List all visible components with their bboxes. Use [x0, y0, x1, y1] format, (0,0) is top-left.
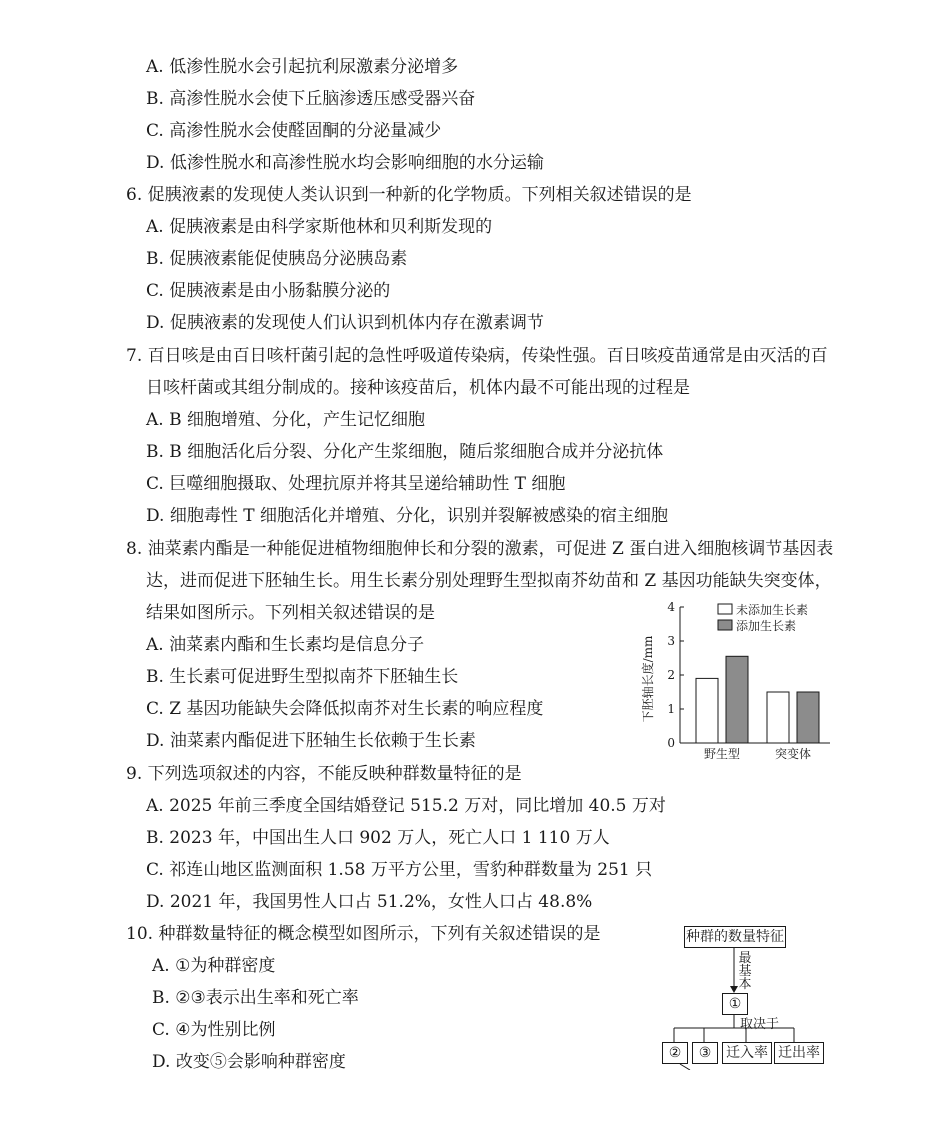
q5-option-b: B. 高渗性脱水会使下丘脑渗透压感受器兴奋 [146, 89, 476, 109]
q9-option-c: C. 祁连山地区监测面积 1.58 万平方公里，雪豹种群数量为 251 只 [146, 860, 653, 880]
y-tick-label-3: 3 [667, 634, 675, 648]
population-characteristics-box: 种群的数量特征 [684, 926, 786, 948]
bar-wildtype-no-auxin [696, 678, 718, 743]
legend-label-auxin: 添加生长素 [736, 619, 797, 633]
legend-swatch-auxin [718, 620, 732, 630]
q10-option-b: B. ②③表示出生率和死亡率 [152, 988, 359, 1008]
q9-option-d: D. 2021 年，我国男性人口占 51.2%，女性人口占 48.8% [146, 892, 593, 912]
q7-option-b: B. B 细胞活化后分裂、分化产生浆细胞，随后浆细胞合成并分泌抗体 [146, 442, 664, 462]
hypocotyl-bar-chart [636, 596, 846, 766]
y-tick-label-4: 4 [667, 600, 675, 614]
legend-label-no-auxin: 未添加生长素 [736, 603, 809, 617]
q10-stem: 10. 种群数量特征的概念模型如图所示，下列有关叙述错误的是 [126, 924, 601, 944]
q10-option-c: C. ④为性别比例 [152, 1020, 276, 1040]
q7-option-d: D. 细胞毒性 T 细胞活化并增殖、分化，识别并裂解被感染的宿主细胞 [146, 506, 668, 526]
q8-stem-line1: 8. 油菜素内酯是一种能促进植物细胞伸长和分裂的激素，可促进 Z 蛋白进入细胞核调节基因表 [126, 539, 834, 559]
q7-stem-line1: 7. 百日咳是由百日咳杆菌引起的急性呼吸道传染病，传染性强。百日咳疫苗通常是由灭活的百 [126, 346, 828, 366]
q5-option-a: A. 低渗性脱水会引起抗利尿激素分泌增多 [146, 57, 459, 77]
q6-option-c: C. 促胰液素是由小肠黏膜分泌的 [146, 281, 391, 301]
q8-option-d: D. 油菜素内酯促进下胚轴生长依赖于生长素 [146, 731, 476, 751]
q5-option-c: C. 高渗性脱水会使醛固酮的分泌量减少 [146, 121, 442, 141]
node-2: ② [662, 1042, 688, 1064]
node-1: ① [722, 993, 748, 1015]
bar-mutant-auxin [797, 692, 819, 743]
q9-option-b: B. 2023 年，中国出生人口 902 万人，死亡人口 1 110 万人 [146, 828, 610, 848]
q6-option-a: A. 促胰液素是由科学家斯他林和贝利斯发现的 [146, 217, 493, 237]
q9-stem: 9. 下列选项叙述的内容，不能反映种群数量特征的是 [126, 764, 522, 784]
node-3: ③ [692, 1042, 718, 1064]
y-axis-label: 下胚轴长度/mm [641, 635, 655, 723]
q6-option-b: B. 促胰液素能促使胰岛分泌胰岛素 [146, 249, 408, 269]
q8-option-b: B. 生长素可促进野生型拟南芥下胚轴生长 [146, 667, 459, 687]
q5-option-d: D. 低渗性脱水和高渗性脱水均会影响细胞的水分运输 [146, 153, 544, 173]
q8-option-c: C. Z 基因功能缺失会降低拟南芥对生长素的响应程度 [146, 699, 544, 719]
population-concept-diagram [660, 920, 840, 1070]
immigration-rate-box: 迁入率 [722, 1042, 772, 1064]
q10-option-d: D. 改变⑤会影响种群密度 [152, 1052, 346, 1072]
q7-option-a: A. B 细胞增殖、分化，产生记忆细胞 [146, 410, 425, 430]
y-tick-label-2: 2 [667, 668, 675, 682]
emigration-rate-box: 迁出率 [774, 1042, 824, 1064]
q9-option-a: A. 2025 年前三季度全国结婚登记 515.2 万对，同比增加 40.5 万对 [146, 796, 666, 816]
q7-stem-line2: 日咳杆菌或其组分制成的。接种该疫苗后，机体内最不可能出现的过程是 [146, 378, 690, 398]
depends-on-label: 取决于 [740, 1017, 780, 1032]
q6-stem: 6. 促胰液素的发现使人类认识到一种新的化学物质。下列相关叙述错误的是 [126, 185, 692, 205]
legend-swatch-no-auxin [718, 604, 732, 614]
y-tick-label-0: 0 [667, 736, 675, 750]
q7-option-c: C. 巨噬细胞摄取、处理抗原并将其呈递给辅助性 T 细胞 [146, 474, 566, 494]
q8-stem-line2: 达，进而促进下胚轴生长。用生长素分别处理野生型拟南芥幼苗和 Z 基因功能缺失突变体， [146, 571, 832, 591]
x-category-label-mutant: 突变体 [774, 747, 812, 761]
q6-option-d: D. 促胰液素的发现使人们认识到机体内存在激素调节 [146, 313, 544, 333]
q8-stem-line3: 结果如图所示。下列相关叙述错误的是 [146, 603, 435, 623]
most-basic-label: 最基本 [738, 951, 752, 992]
bar-wildtype-auxin [726, 656, 748, 743]
y-tick-label-1: 1 [667, 702, 675, 716]
q8-option-a: A. 油菜素内酯和生长素均是信息分子 [146, 635, 425, 655]
bar-mutant-no-auxin [767, 692, 789, 743]
q10-option-a: A. ①为种群密度 [152, 956, 276, 976]
x-category-label-wildtype: 野生型 [703, 747, 741, 761]
